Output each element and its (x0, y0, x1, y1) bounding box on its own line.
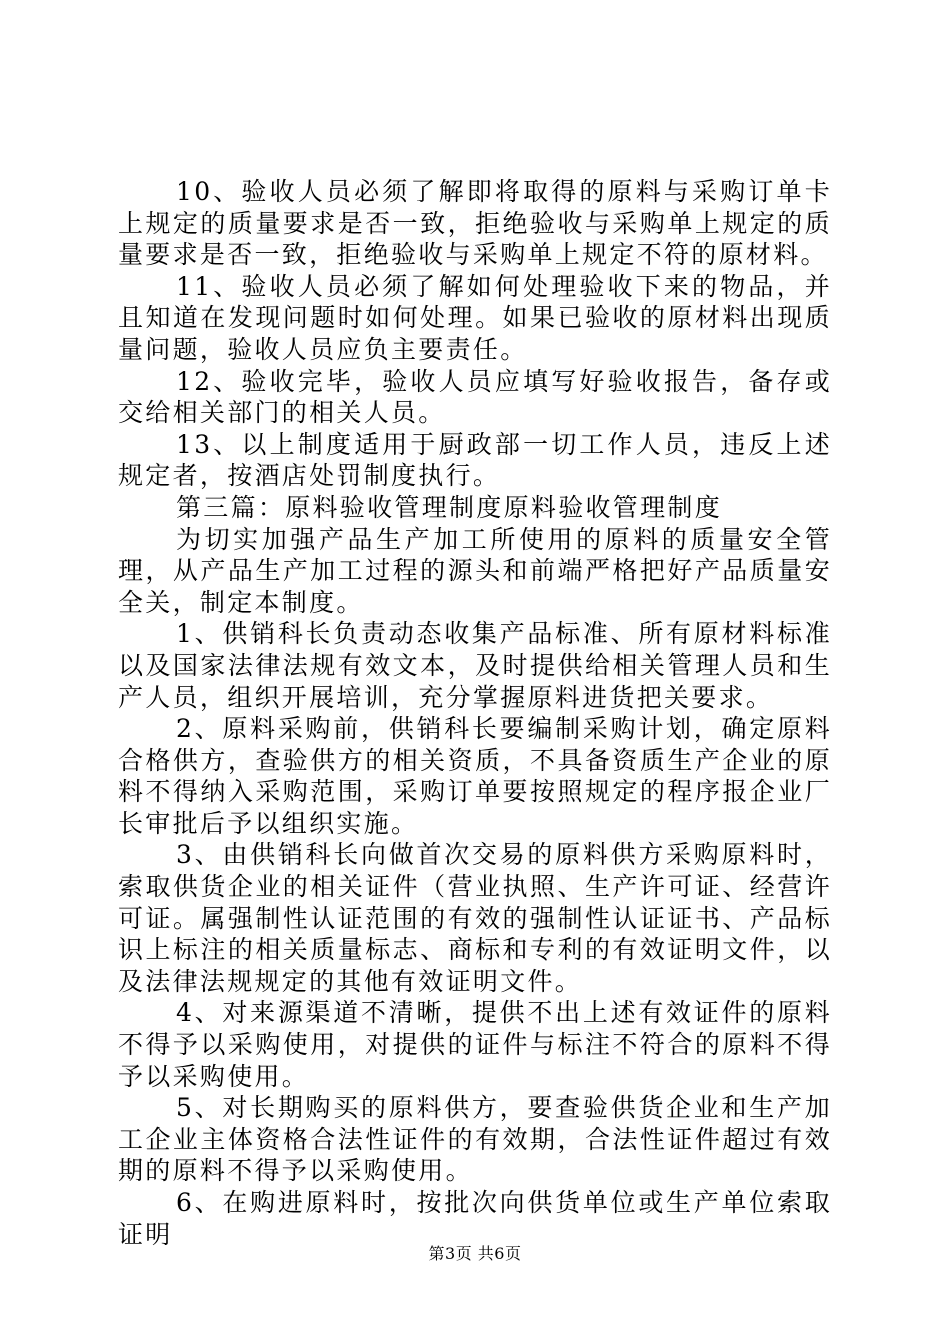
section-heading: 第三篇：原料验收管理制度原料验收管理制度 (176, 492, 723, 522)
paragraph: 1、供销科长负责动态收集产品标准、所有原材料标准以及国家法律法规有效文本，及时提供给相关管理人员和生产人员，组织开展培训，充分掌握原料进货把关要求。 (118, 619, 832, 712)
page-number-footer: 第3页 共6页 (428, 1244, 522, 1263)
paragraph: 11、验收人员必须了解如何处理验收下来的物品，并且知道在发现问题时如何处理。如果已验收的原材料出现质量问题，验收人员应负主要责任。 (118, 271, 832, 364)
paragraph: 5、对长期购买的原料供方，要查验供货企业和生产加工企业主体资格合法性证件的有效期，合法性证件超过有效期的原料不得予以采购使用。 (118, 1093, 832, 1186)
paragraph: 6、在购进原料时，按批次向供货单位或生产单位索取证明 (118, 1188, 832, 1249)
paragraph: 4、对来源渠道不清晰，提供不出上述有效证件的原料不得予以采购使用，对提供的证件与标注不符合的原料不得予以采购使用。 (118, 998, 832, 1091)
paragraph: 为切实加强产品生产加工所使用的原料的质量安全管理，从产品生产加工过程的源头和前端严格把好产品质量安全关，制定本制度。 (118, 524, 832, 617)
paragraph: 10、验收人员必须了解即将取得的原料与采购订单卡上规定的质量要求是否一致，拒绝验收与采购单上规定的质量要求是否一致，拒绝验收与采购单上规定不符的原材料。 (118, 177, 832, 270)
paragraph: 13、以上制度适用于厨政部一切工作人员，违反上述规定者，按酒店处罚制度执行。 (118, 429, 832, 491)
document-body (118, 176, 832, 1250)
paragraph: 12、验收完毕，验收人员应填写好验收报告，备存或交给相关部门的相关人员。 (118, 366, 832, 428)
paragraph: 2、原料采购前，供销科长要编制采购计划，确定原料合格供方，查验供方的相关资质，不具备资质生产企业的原料不得纳入采购范围，采购订单要按照规定的程序报企业厂长审批后予以组织实施。 (118, 714, 832, 838)
paragraph: 3、由供销科长向做首次交易的原料供方采购原料时，索取供货企业的相关证件（营业执照、生产许可证、经营许可证。属强制性认证范围的有效的强制性认证证书、产品标识上标注的相关质量标志、商标和专利的有效证明文件，以及法律法规规定的其他有效证明文件。 (118, 840, 832, 996)
